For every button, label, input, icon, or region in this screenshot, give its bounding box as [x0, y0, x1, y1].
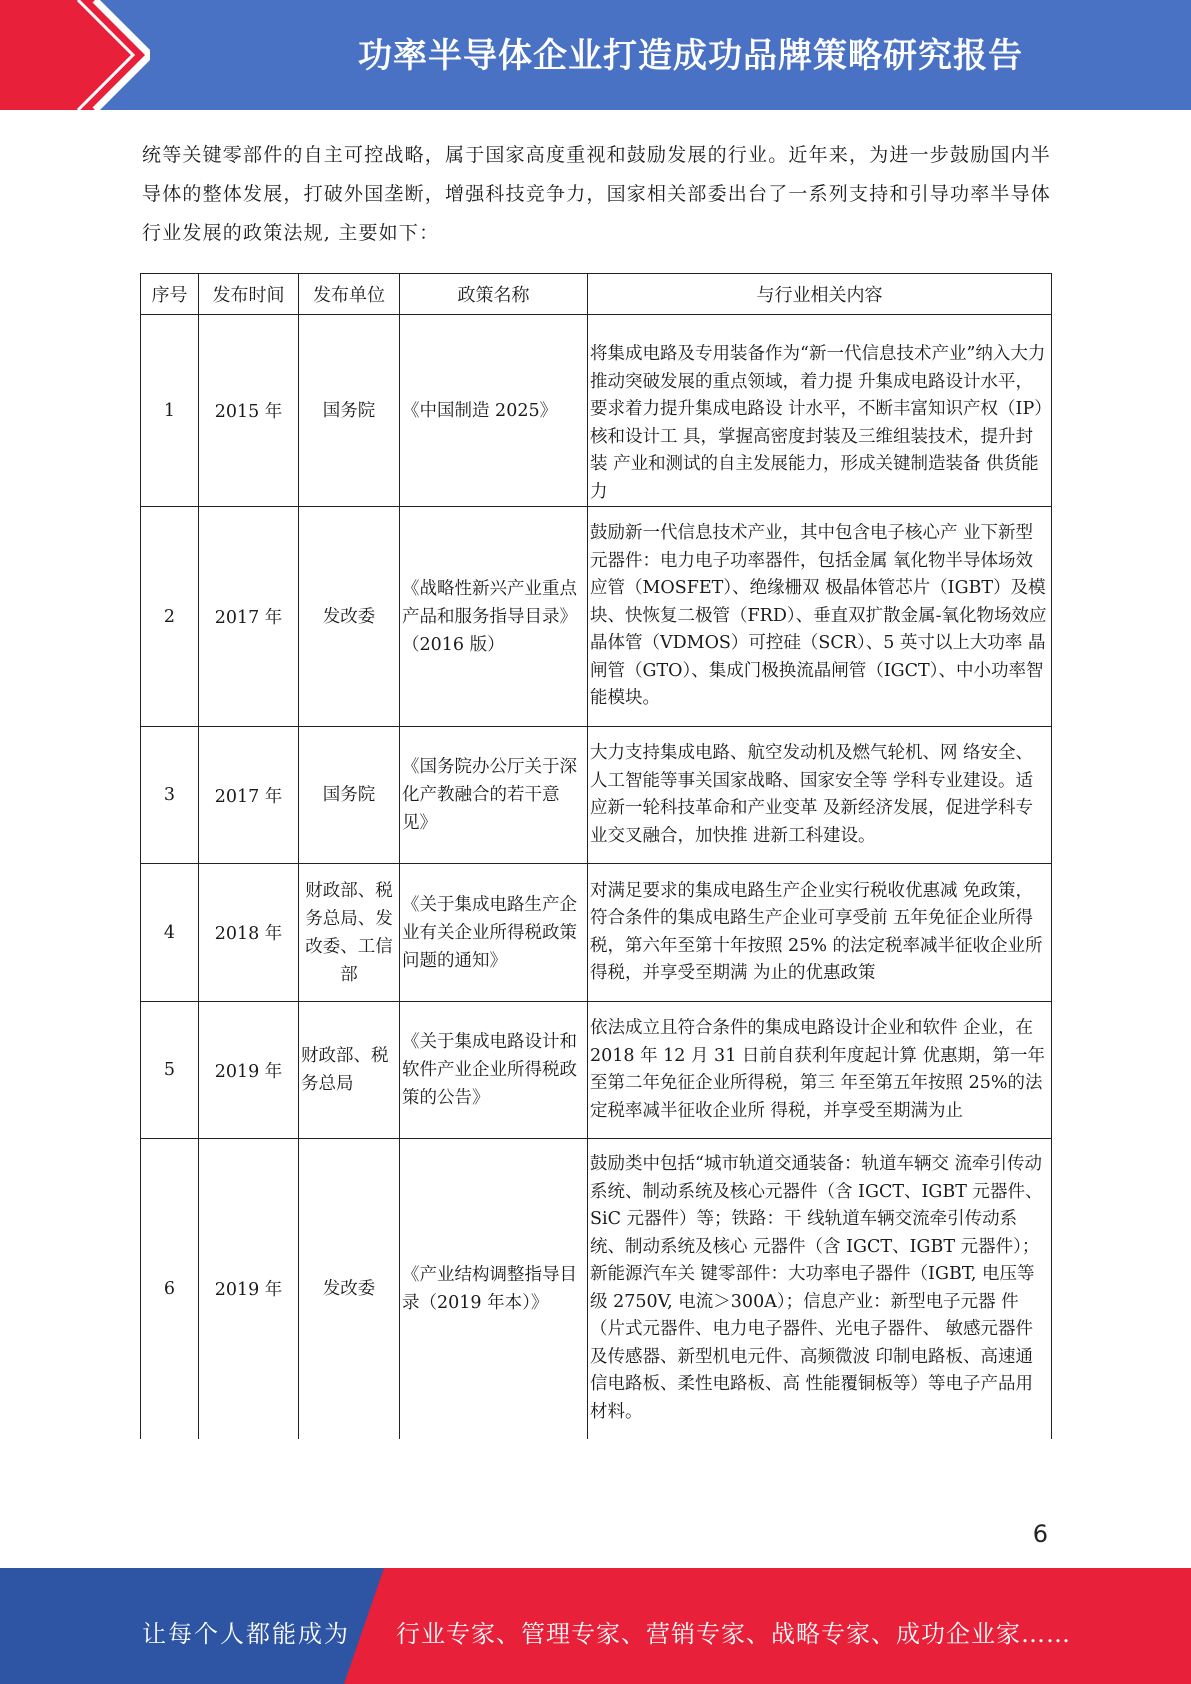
column-header-name: 政策名称: [400, 274, 588, 315]
intro-paragraph: 统等关键零部件的自主可控战略，属于国家高度重视和鼓励发展的行业。近年来，为进一步鼓励国内半导体的整体发展，打破外国垄断，增强科技竞争力，国家相关部委出台了一系列支持和引导功率半导体行业发展的政策法规, 主要如下：: [142, 144, 1052, 244]
table-row: [141, 864, 1052, 1002]
row-unit: 国务院: [299, 315, 400, 507]
row-policy-name: 《关于集成电路设计和软件产业企业所得税政策的公告》: [400, 1002, 588, 1139]
column-header-date: 发布时间: [199, 274, 299, 315]
row-content: 鼓励类中包括“城市轨道交通装备：轨道车辆交 流牵引传动系统、制动系统及核心元器件（含 IGCT、IGBT 元器件、SiC 元器件）等；铁路：干 线轨道车辆交流牵引传动系统、制动系统及核心 元器件（含 IGCT、IGBT 元器件）；新能源汽车关 键零部件：大功率电子器件（IGBT, 电压等级 2750V, 电流＞300A）；信息产业：新型电子元器 件（片式元器件、电力电子器件、光电子器件、 敏感元器件及传感器、新型机电元件、高频微波 印制电路板、高速通信电路板、柔性电路板、高 性能覆铜板等）等电子产品用材料。: [588, 1139, 1052, 1439]
table-row: [141, 507, 1052, 727]
row-content: 依法成立且符合条件的集成电路设计企业和软件 企业，在 2018 年 12 月 31 日前自获利年度起计算 优惠期，第一年至第二年免征企业所得税，第三 年至第五年按照 25%的法定税率减半征收企业所 得税，并享受至期满为止: [588, 1002, 1052, 1139]
row-policy-name: 《战略性新兴产业重点产品和服务指导目录》（2016 版）: [400, 507, 588, 727]
row-index: 4: [141, 864, 199, 1002]
row-unit: 财政部、税务总局: [299, 1002, 400, 1139]
table-row: [141, 315, 1052, 507]
row-index: 3: [141, 727, 199, 864]
row-date: 2017 年: [199, 727, 299, 864]
table-row: [141, 727, 1052, 864]
row-policy-name: 《产业结构调整指导目录（2019 年本）》: [400, 1139, 588, 1439]
column-header-content: 与行业相关内容: [588, 274, 1052, 315]
row-content: 鼓励新一代信息技术产业，其中包含电子核心产 业下新型元器件：电力电子功率器件，包括金属 氧化物半导体场效应管（MOSFET）、绝缘栅双 极晶体管芯片（IGBT）及模块、快恢复二极管（FRD）、垂直双扩散金属-氧化物场效应晶体管（VDMOS）可控硅（SCR）、5 英寸以上大功率 晶闸管（GTO）、集成门极换流晶闸管（IGCT）、中小功率智能模块。: [588, 507, 1052, 727]
footer-slogan-right: 行业专家、管理专家、营销专家、战略专家、成功企业家……: [396, 1620, 1071, 1648]
footer-slogan-left: 让每个人都能成为: [142, 1620, 350, 1648]
header-red-chevron: [0, 0, 150, 110]
table-header-row: [141, 274, 1052, 315]
document-title: 功率半导体企业打造成功品牌策略研究报告: [358, 36, 1023, 76]
row-unit: 财政部、税务总局、发改委、工信部: [299, 864, 400, 1002]
row-policy-name: 《关于集成电路生产企业有关企业所得税政策问题的通知》: [400, 864, 588, 1002]
row-index: 1: [141, 315, 199, 507]
row-date: 2017 年: [199, 507, 299, 727]
row-date: 2015 年: [199, 315, 299, 507]
row-unit: 发改委: [299, 507, 400, 727]
row-content: 大力支持集成电路、航空发动机及燃气轮机、网 络安全、人工智能等事关国家战略、国家安全等 学科专业建设。适应新一轮科技革命和产业变革 及新经济发展，促进学科专业交叉融合，加快推 进新工科建设。: [588, 727, 1052, 864]
table-row: [141, 1002, 1052, 1139]
row-index: 5: [141, 1002, 199, 1139]
page-number: 6: [1032, 1520, 1048, 1548]
row-date: 2019 年: [199, 1002, 299, 1139]
row-date: 2018 年: [199, 864, 299, 1002]
row-unit: 国务院: [299, 727, 400, 864]
row-content: 将集成电路及专用装备作为“新一代信息技术产业”纳入大力推动突破发展的重点领域，着力提 升集成电路设计水平，要求着力提升集成电路设 计水平，不断丰富知识产权（IP）核和设计工 具，掌握高密度封装及三维组装技术，提升封装 产业和测试的自主发展能力，形成关键制造装备 供货能力: [588, 315, 1052, 507]
row-date: 2019 年: [199, 1139, 299, 1439]
policy-table: [140, 273, 1052, 1439]
column-header-index: 序号: [141, 274, 199, 315]
row-policy-name: 《中国制造 2025》: [400, 315, 588, 507]
row-content: 对满足要求的集成电路生产企业实行税收优惠减 免政策，符合条件的集成电路生产企业可享受前 五年免征企业所得税，第六年至第十年按照 25% 的法定税率减半征收企业所得税，并享受至期满 为止的优惠政策: [588, 864, 1052, 1002]
row-unit: 发改委: [299, 1139, 400, 1439]
row-policy-name: 《国务院办公厅关于深化产教融合的若干意见》: [400, 727, 588, 864]
row-index: 2: [141, 507, 199, 727]
column-header-unit: 发布单位: [299, 274, 400, 315]
table-row: [141, 1139, 1052, 1439]
row-index: 6: [141, 1139, 199, 1439]
